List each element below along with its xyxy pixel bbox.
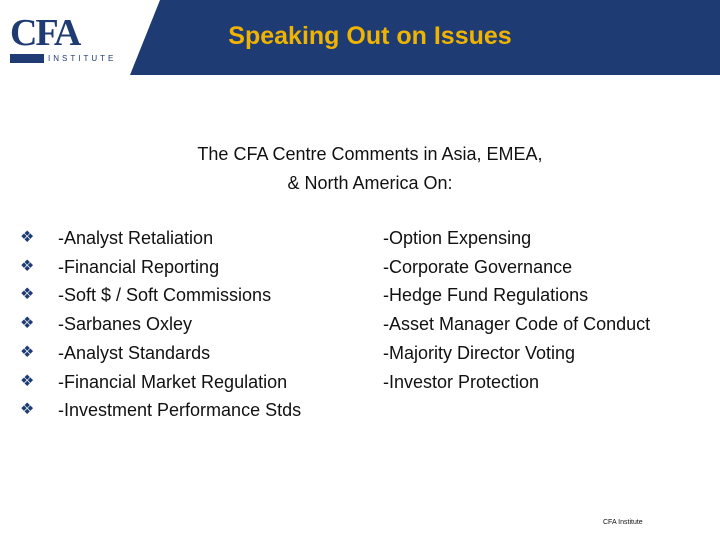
diamond-bullet-icon: ❖ [20, 286, 35, 304]
right-issue-list [383, 224, 650, 396]
diamond-bullet-icon: ❖ [20, 315, 35, 333]
list-item-label: -Investment Performance Stds [58, 400, 302, 421]
list-item-label: -Analyst Retaliation [58, 228, 214, 248]
list-item [20, 224, 301, 253]
diamond-bullet-icon: ❖ [20, 257, 35, 275]
list-item-label: -Financial Reporting [58, 256, 220, 277]
list-item-label: -Soft $ / Soft Commissions [58, 285, 272, 306]
list-item [20, 281, 301, 310]
header-banner [0, 0, 720, 75]
list-item: -Asset Manager Code of Conduct [383, 314, 651, 335]
list-item: -Corporate Governance [383, 256, 573, 277]
list-item-label: -Financial Market Regulation [58, 371, 288, 392]
cfa-logo [10, 14, 122, 62]
list-item: -Hedge Fund Regulations [383, 285, 589, 306]
list-item [20, 339, 301, 368]
logo-subtext: INSTITUTE [48, 54, 117, 63]
list-item: -Majority Director Voting [383, 342, 576, 363]
list-item [20, 310, 301, 339]
list-item [20, 396, 301, 425]
logo-bar [10, 54, 44, 63]
diamond-bullet-icon: ❖ [20, 343, 35, 361]
list-item-label: -Analyst Standards [58, 342, 211, 363]
page-title: Speaking Out on Issues [228, 22, 512, 50]
subtitle-line-2: & North America On: [287, 173, 453, 193]
list-item: -Investor Protection [383, 371, 540, 392]
logo-mark: CFA [10, 12, 80, 54]
footer-text: CFA Institute [603, 519, 643, 526]
diamond-bullet-icon: ❖ [20, 229, 35, 246]
list-item: -Option Expensing [383, 228, 532, 248]
list-item [20, 368, 301, 397]
diamond-bullet-icon: ❖ [20, 401, 35, 419]
subtitle [0, 140, 720, 198]
list-item [20, 253, 301, 282]
diamond-bullet-icon: ❖ [20, 372, 35, 390]
left-issue-list [20, 224, 301, 425]
subtitle-line-1: The CFA Centre Comments in Asia, EMEA, [197, 144, 543, 164]
list-item-label: -Sarbanes Oxley [58, 314, 193, 335]
